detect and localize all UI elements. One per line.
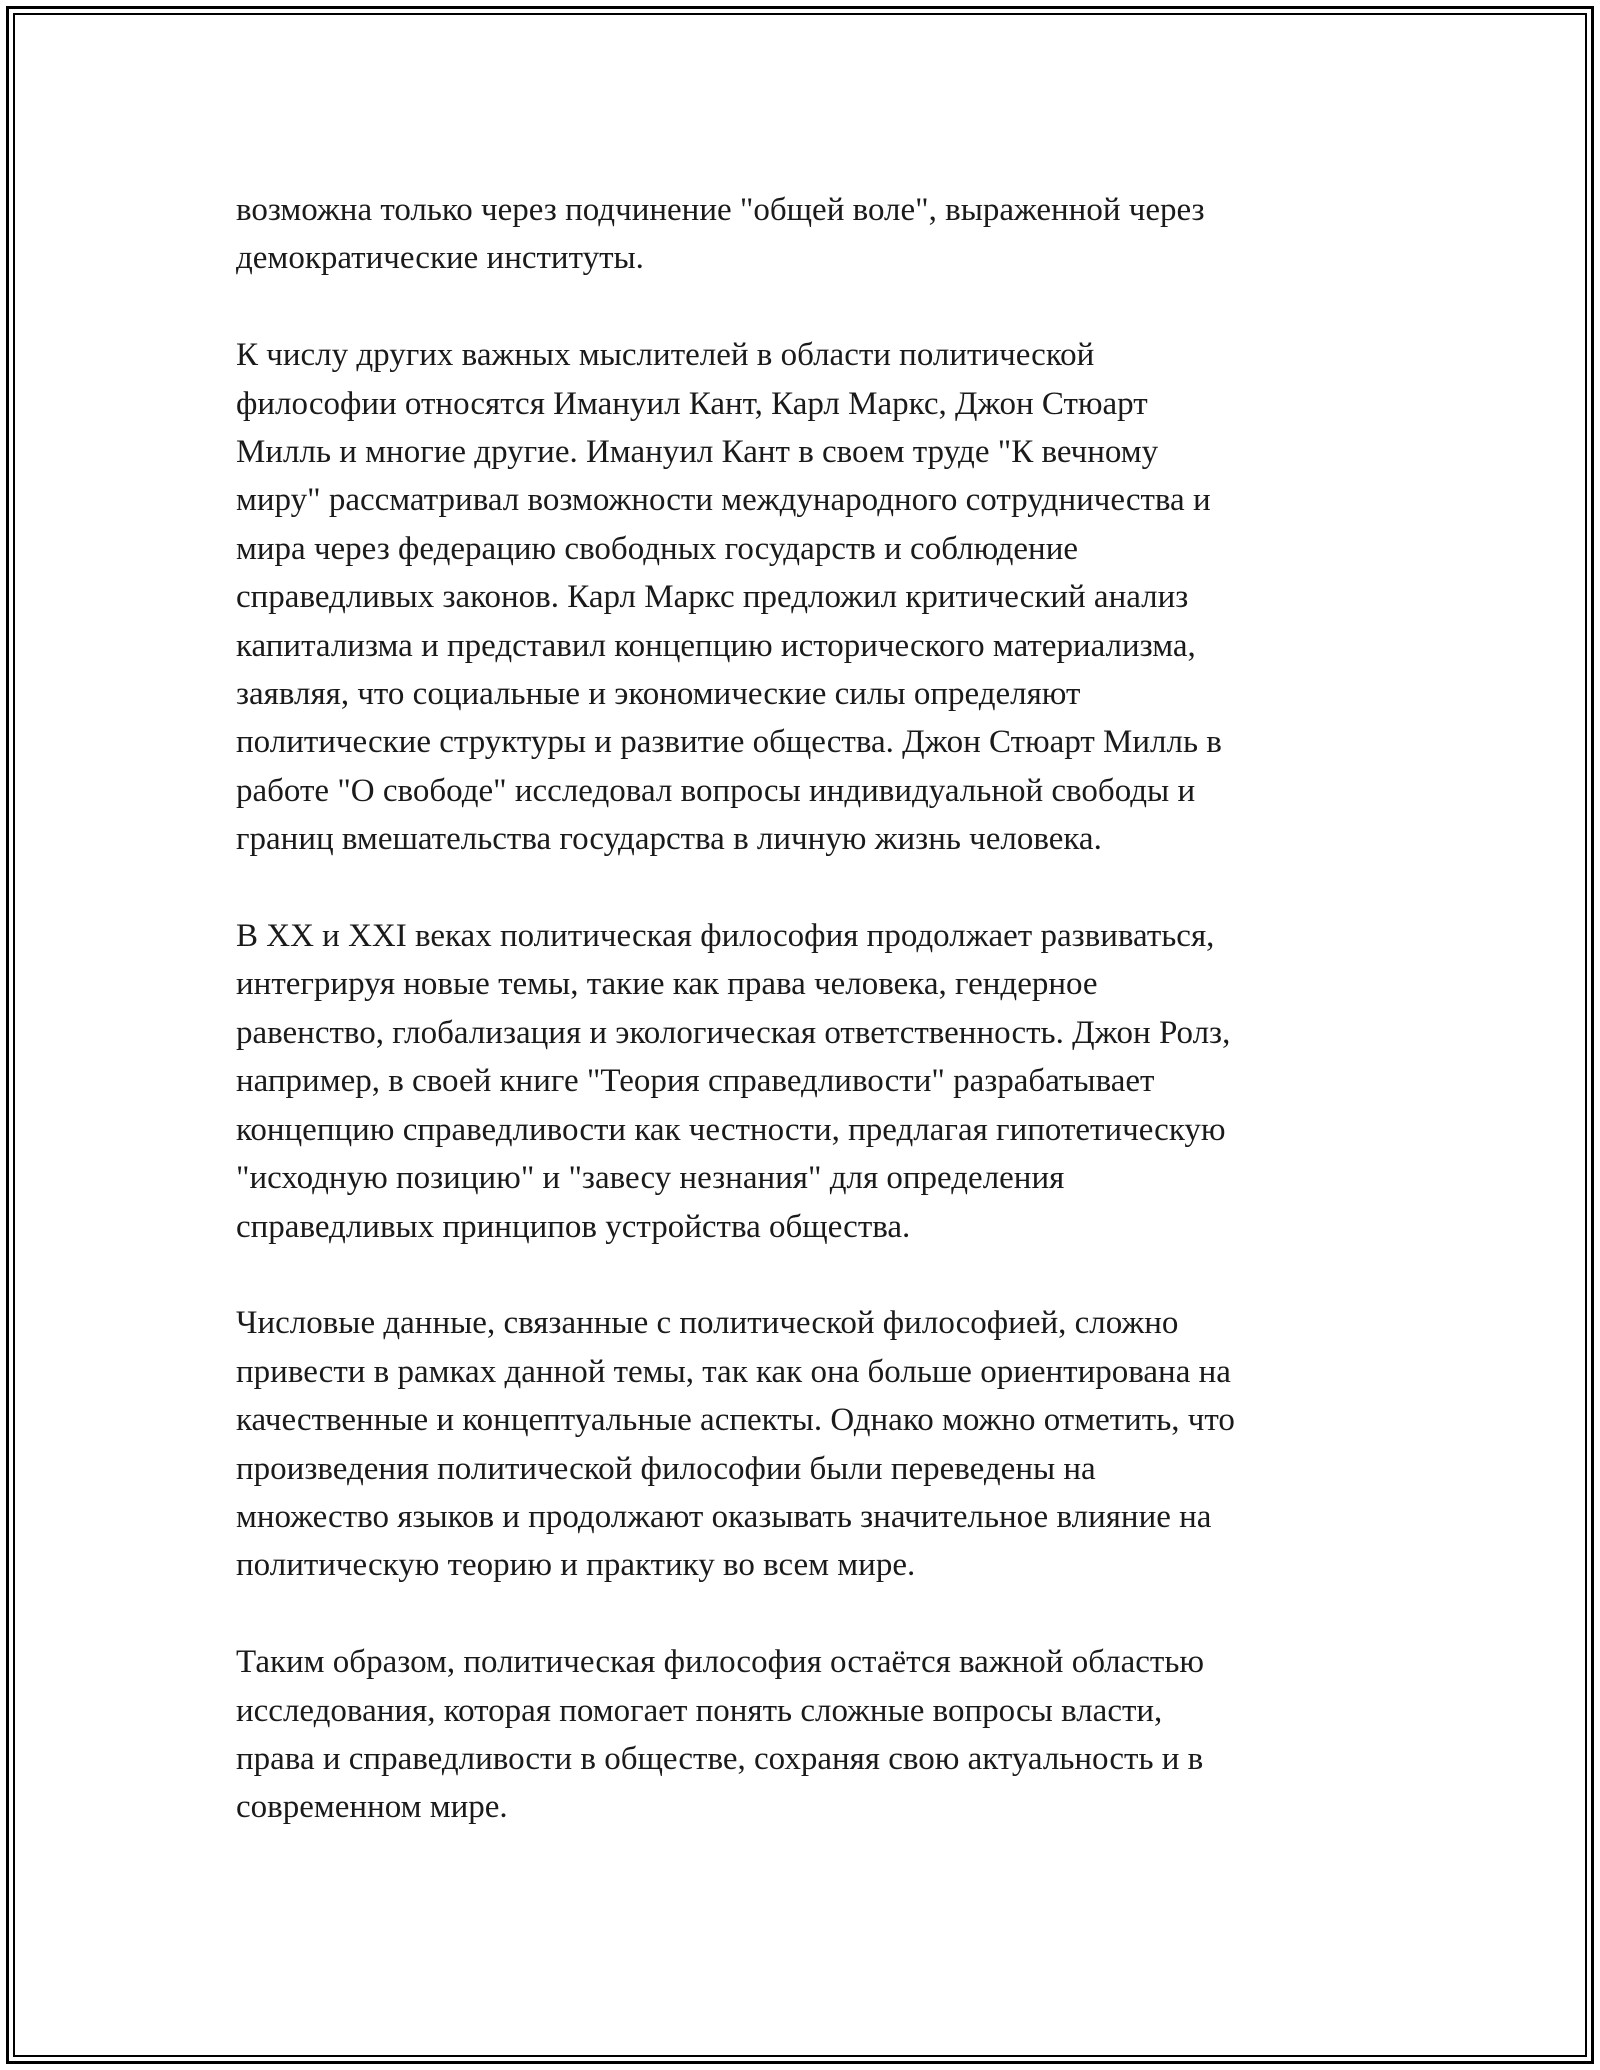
text-line: демократические институты. xyxy=(236,240,644,277)
text-line: философии относятся Имануил Кант, Карл Маркс, Джон Стюарт xyxy=(236,385,1148,422)
text-line: качественные и концептуальные аспекты. Однако можно отметить, что xyxy=(236,1402,1235,1439)
text-line: интегрируя новые темы, такие как права человека, гендерное xyxy=(236,966,1098,1003)
paragraph xyxy=(236,186,1376,283)
text-line: К числу других важных мыслителей в области политической xyxy=(236,337,1095,374)
text-line: например, в своей книге "Теория справедливости" разрабатывает xyxy=(236,1063,1155,1100)
text-line: "исходную позицию" и "завесу незнания" для определения xyxy=(236,1160,1065,1197)
text-line: капитализма и представил концепцию исторического материализма, xyxy=(236,627,1196,664)
text-line: миру" рассматривал возможности международного сотрудничества и xyxy=(236,482,1211,519)
text-line: работе "О свободе" исследовал вопросы индивидуальной свободы и xyxy=(236,772,1196,809)
text-line: политические структуры и развитие общества. Джон Стюарт Милль в xyxy=(236,724,1222,761)
text-line: произведения политической философии были переведены на xyxy=(236,1450,1096,1487)
paragraph xyxy=(236,331,1376,863)
text-line: современном мире. xyxy=(236,1789,508,1826)
document-body xyxy=(236,186,1376,1832)
text-line: справедливых законов. Карл Маркс предложил критический анализ xyxy=(236,579,1189,616)
text-line: заявляя, что социальные и экономические силы определяют xyxy=(236,676,1081,713)
text-line: возможна только через подчинение "общей воле", выраженной через xyxy=(236,192,1205,228)
text-line: мира через федерацию свободных государств и соблюдение xyxy=(236,530,1079,567)
text-line: В XX и XXI веках политическая философия продолжает развиваться, xyxy=(236,918,1215,955)
text-line: Таким образом, политическая философия остаётся важной областью xyxy=(236,1644,1205,1681)
paragraph xyxy=(236,912,1376,1251)
text-line: Милль и многие другие. Имануил Кант в своем труде "К вечному xyxy=(236,434,1159,471)
text-line: границ вмешательства государства в личную жизнь человека. xyxy=(236,821,1102,858)
paragraph xyxy=(236,1299,1376,1589)
text-line: политическую теорию и практику во всем мире. xyxy=(236,1547,916,1584)
text-line: справедливых принципов устройства общества. xyxy=(236,1208,911,1245)
paragraph xyxy=(236,1638,1376,1832)
text-line: права и справедливости в обществе, сохраняя свою актуальность и в xyxy=(236,1740,1204,1777)
text-line: концепцию справедливости как честности, предлагая гипотетическую xyxy=(236,1111,1226,1148)
text-line: равенство, глобализация и экологическая ответственность. Джон Ролз, xyxy=(236,1014,1231,1051)
text-line: множество языков и продолжают оказывать значительное влияние на xyxy=(236,1498,1212,1535)
text-line: исследования, которая помогает понять сложные вопросы власти, xyxy=(236,1692,1163,1729)
text-line: привести в рамках данной темы, так как она больше ориентирована на xyxy=(236,1353,1231,1390)
text-line: Числовые данные, связанные с политической философией, сложно xyxy=(236,1305,1179,1342)
